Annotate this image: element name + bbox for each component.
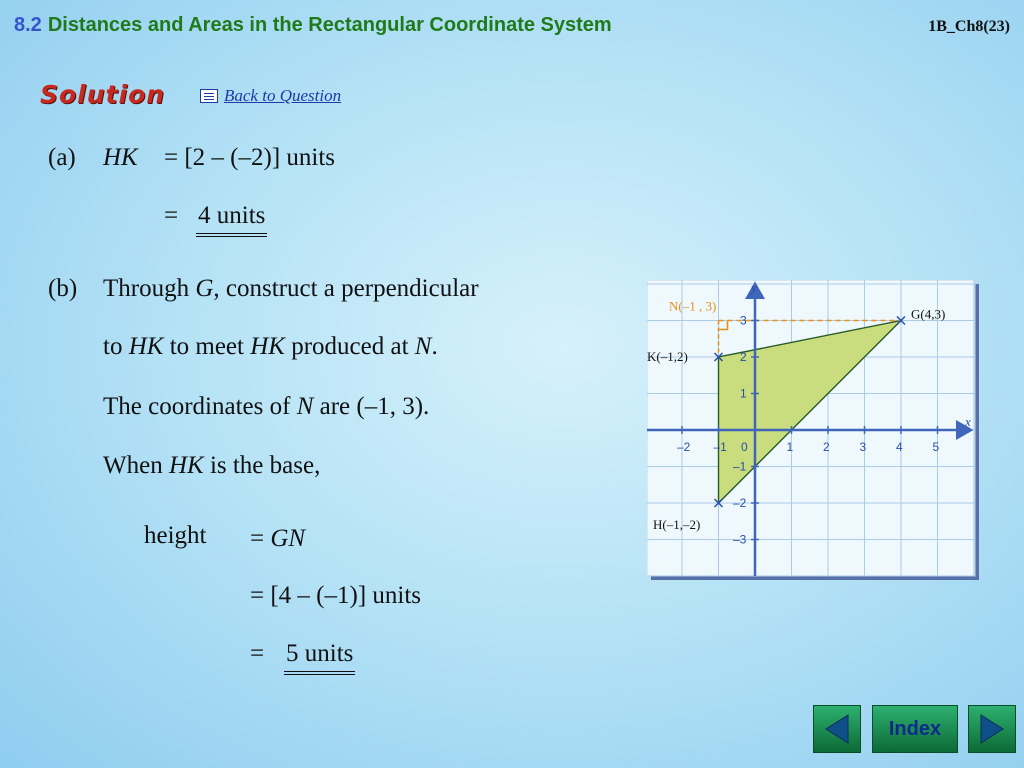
x-tick-label: –1: [713, 440, 727, 454]
part-b-line4: When HK is the base,: [103, 452, 321, 479]
x-tick-label: 3: [859, 440, 867, 454]
answer-a: 4 units: [196, 202, 267, 237]
section-number: 8.2: [14, 14, 42, 36]
index-button[interactable]: Index: [872, 705, 958, 753]
page-code: 1B_Ch8(23): [928, 18, 1010, 35]
y-tick-label: 3: [740, 313, 747, 328]
y-tick-label: 2: [740, 350, 747, 364]
x-axis-label: x: [965, 414, 971, 429]
x-tick-label: 1: [786, 440, 794, 454]
height-line1: = GN: [250, 525, 306, 552]
hk-symbol: HK: [103, 144, 138, 171]
coordinate-graph: [647, 280, 979, 580]
y-tick-label: –1: [733, 459, 747, 474]
point-k-label: K(–1,2): [647, 349, 688, 364]
height-answer: [284, 640, 355, 668]
point-g-label: G(4,3): [911, 306, 946, 322]
part-a-line1: = [2 – (–2)] units: [164, 144, 336, 171]
height-label: height: [144, 522, 207, 549]
height-line2: = [4 – (–1)] units: [250, 582, 422, 609]
back-to-question-link[interactable]: [200, 86, 341, 106]
solution-heading: Solution: [40, 80, 166, 109]
x-tick-label: 4: [896, 440, 903, 454]
point-n-label: N(–1 , 3): [669, 298, 717, 314]
document-icon: [200, 89, 218, 103]
y-tick-label: 1: [740, 386, 747, 401]
part-b-line3: The coordinates of N are (–1, 3).: [103, 393, 430, 420]
part-a-answer: [196, 202, 267, 230]
section-title: Distances and Areas in the Rectangular Coordinate System: [47, 14, 612, 36]
back-to-question-label: Back to Question: [224, 86, 342, 105]
part-a-label: (a): [48, 144, 76, 171]
y-tick-label: –3: [733, 532, 747, 547]
point-h-label: H(–1,–2): [653, 517, 701, 532]
x-tick-label: 2: [823, 440, 830, 454]
x-tick-label: 0: [741, 440, 748, 454]
x-tick-label: –2: [677, 440, 691, 454]
y-axis-label: y: [751, 280, 757, 295]
triangle-right-icon: [969, 706, 1015, 752]
answer-b: 5 units: [284, 640, 355, 675]
part-b-label: (b): [48, 275, 78, 302]
x-tick-label: 5: [932, 440, 940, 454]
part-a-eq: =: [164, 202, 179, 229]
section-header: [14, 14, 612, 37]
triangle-left-icon: [814, 706, 860, 752]
part-a-lhs: [103, 144, 138, 172]
part-b-line2: to HK to meet HK produced at N.: [103, 333, 438, 360]
next-button[interactable]: [968, 705, 1016, 753]
part-b-line1: Through G, construct a perpendicular: [103, 275, 479, 302]
graph-svg: [647, 280, 979, 580]
height-eq: =: [250, 640, 265, 667]
prev-button[interactable]: [813, 705, 861, 753]
y-tick-label: –2: [733, 496, 747, 510]
